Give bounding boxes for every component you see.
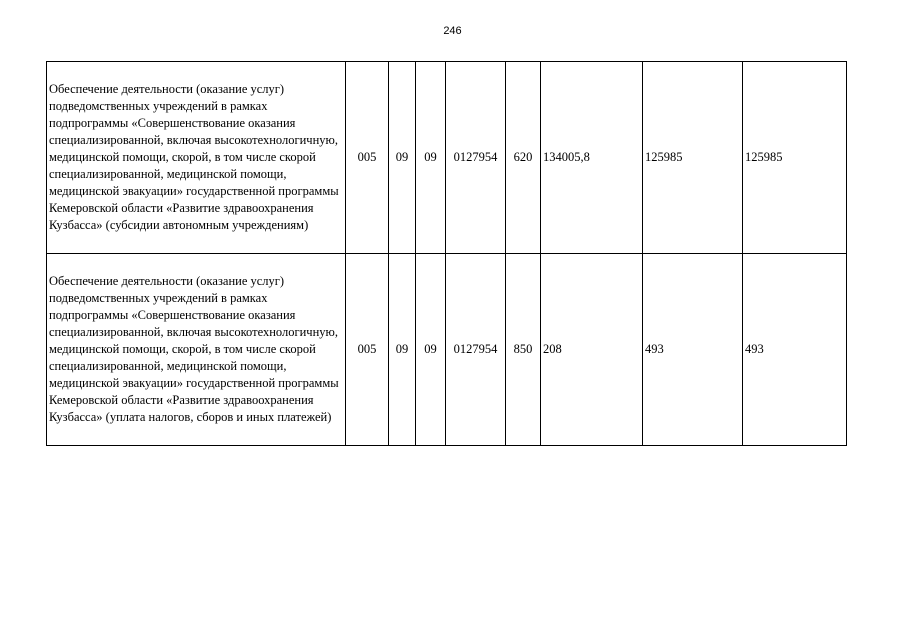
amount-year-1: 208 bbox=[541, 254, 643, 446]
page-number: 246 bbox=[443, 25, 462, 37]
amount-year-3: 125985 bbox=[743, 62, 847, 254]
target-article-code: 0127954 bbox=[446, 254, 506, 446]
expense-type-code: 850 bbox=[506, 254, 541, 446]
table-row bbox=[47, 62, 847, 254]
row-description: Обеспечение деятельности (оказание услуг) подведомственных учреждений в рамках подпрограммы «Совершенствование оказания специализированной, включая высокотехнологичную, медицинской помощи, скорой, в том числе скорой специализированной, медицинской помощи, медицинской эвакуации» государственной программы Кемеровской области «Развитие здравоохранения Кузбасса» (субсидии автономным учреждениям) bbox=[47, 62, 346, 254]
amount-year-2: 493 bbox=[643, 254, 743, 446]
expense-type-code: 620 bbox=[506, 62, 541, 254]
subsection-code: 09 bbox=[416, 254, 446, 446]
subsection-code: 09 bbox=[416, 62, 446, 254]
ministry-code: 005 bbox=[346, 254, 389, 446]
target-article-code: 0127954 bbox=[446, 62, 506, 254]
amount-year-3: 493 bbox=[743, 254, 847, 446]
table-row bbox=[47, 254, 847, 446]
section-code: 09 bbox=[389, 254, 416, 446]
amount-year-2: 125985 bbox=[643, 62, 743, 254]
ministry-code: 005 bbox=[346, 62, 389, 254]
budget-table bbox=[46, 61, 847, 446]
section-code: 09 bbox=[389, 62, 416, 254]
amount-year-1: 134005,8 bbox=[541, 62, 643, 254]
row-description: Обеспечение деятельности (оказание услуг) подведомственных учреждений в рамках подпрограммы «Совершенствование оказания специализированной, включая высокотехнологичную, медицинской помощи, скорой, в том числе скорой специализированной, медицинской помощи, медицинской эвакуации» государственной программы Кемеровской области «Развитие здравоохранения Кузбасса» (уплата налогов, сборов и иных платежей) bbox=[47, 254, 346, 446]
